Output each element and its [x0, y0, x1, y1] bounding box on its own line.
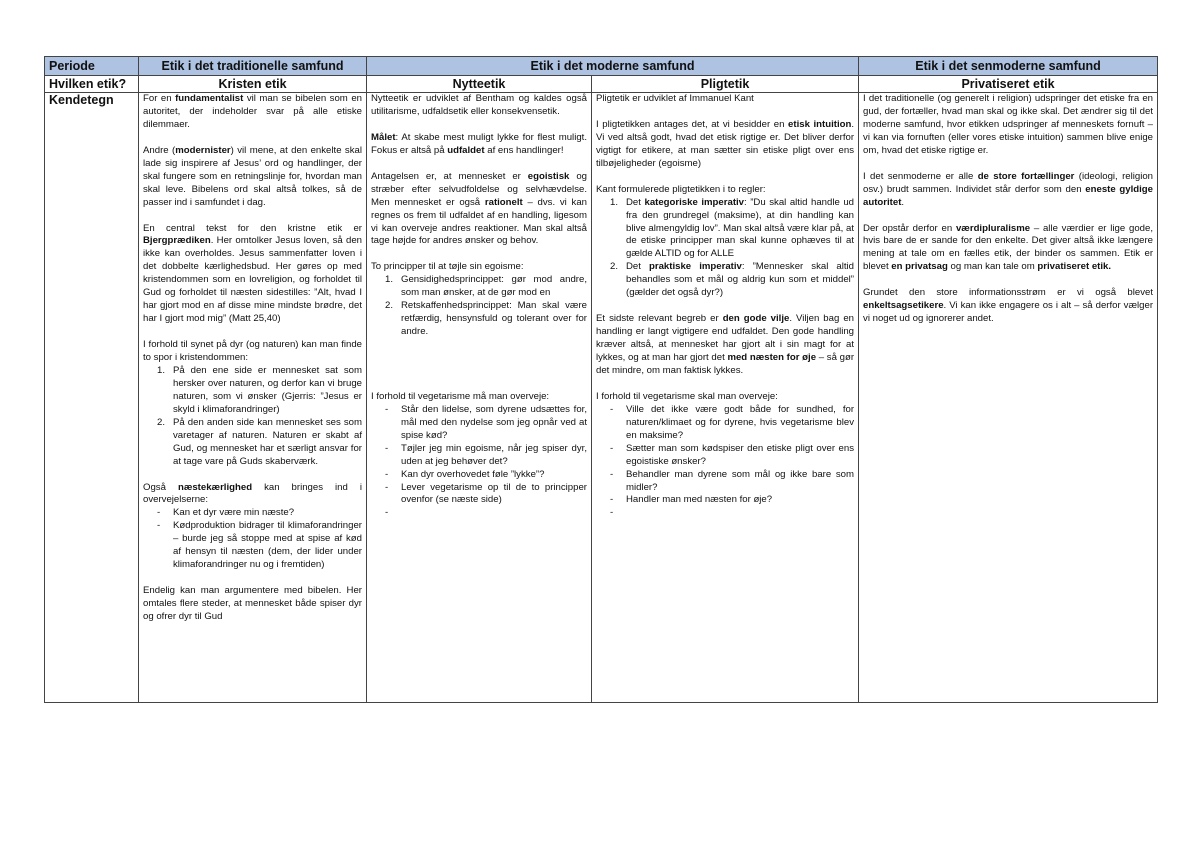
- header-periode: Periode: [45, 57, 139, 76]
- cell-utility-ethics: [367, 93, 592, 703]
- list-item: 1. Det kategoriske imperativ: ”Du skal altid handle ud fra den grundregel (maksime), at din handling kan blive almengyldig lov”. Man skal altså være klar på, at de etiske principper man skal kunne ophæves til at gælde ALTID og for ALLE: [610, 196, 855, 260]
- numbered-list: [143, 365, 362, 469]
- list-item: - Kødproduktion bidrager til klimaforandringer – burde jeg så stoppe med at spise af kød af hensyn til næsten (dem, der lider under klimaforandringer nu og i fremtiden): [157, 520, 362, 571]
- list-item: 1. På den ene side er mennesket sat som hersker over naturen, og derfor kan vi bruge naturen, som vi ønsker (Gjerris: ”Jesus er skyld i klimaforandringer): [157, 364, 362, 415]
- list-item: - Ville det ikke være godt både for sundhed, for naturen/klimaet og for dyrene, hvis vegetarisme blev en maksime?: [610, 403, 855, 441]
- header-traditional: Etik i det traditionelle samfund: [139, 57, 367, 76]
- header-utility-ethics: Nytteetik: [367, 76, 592, 93]
- paragraph: En central tekst for den kristne etik er Bjergprædiken. Her omtolker Jesus loven, så den ikke kan overholdes. Jesus sammenfatter loven i det dobbelte kærlighedsbud. Her gøres op med kristendommen som en lovreligion, og forholdet til Gud og forholdet til næsten sidestilles: ”Alt, hvad I har gjort mod en af disse mine mindste brødre, det har I gjort mod mig” (Matt 25,40): [143, 222, 362, 325]
- bullet-list: [143, 507, 362, 572]
- paragraph: Målet: At skabe mest muligt lykke for flest muligt. Fokus er altså på udfaldet af ens handlinger!: [371, 131, 587, 156]
- header-privatized-ethics: Privatiseret etik: [859, 76, 1158, 93]
- paragraph: I det traditionelle (og generelt i religion) udspringer det etiske fra en gud, der fortæller, hvad man skal og ikke skal. Det ændrer sig til det moderne samfund, hvor etikken udspringer af menneskets fornuft – vi kan via fornuften (eller vores etiske intuition) sammen blive enige om, hvad det etiske rigtige er.: [863, 93, 1154, 156]
- list-item: - Står den lidelse, som dyrene udsættes for, mål med den nydelse som jeg opnår ved at spise kød?: [385, 403, 587, 441]
- paragraph: To principper til at tøjle sin egoisme:: [371, 261, 524, 273]
- list-item: 2. Retskaffenhedsprincippet: Man skal være retfærdig, hensynsfuld og tolerant over for andre.: [385, 300, 587, 338]
- header-modern: Etik i det moderne samfund: [367, 57, 859, 76]
- header-christian-ethics: Kristen etik: [139, 76, 367, 93]
- paragraph: Andre (modernister) vil mene, at den enkelte skal lade sig inspirere af Jesus’ ord og handlinger, der skal fungere som en retningslinje for, hvordan man skal leve. Bibelens ord skal altså tolkes, så de passer ind i samfundet i dag.: [143, 144, 362, 208]
- list-item: 1. Gensidighedsprincippet: gør mod andre, som man ønsker, at de gør mod en: [385, 274, 587, 299]
- list-item: -: [385, 507, 389, 519]
- header-duty-ethics: Pligtetik: [592, 76, 859, 93]
- bullet-list: [371, 404, 587, 521]
- cell-duty-ethics: [592, 93, 859, 703]
- paragraph: Et sidste relevant begreb er den gode vilje. Viljen bag en handling er langt vigtigere end udfaldet. Den gode handling kræver altså, at mennesket har gjort alt i sin magt for at lykkes, og at man har gjort det med næsten for øje – så gør det mindre, om man faktisk lykkes.: [596, 313, 855, 376]
- paragraph: Endelig kan man argumentere med bibelen. Her omtales flere steder, at mennesket både spiser dyr og ofrer dyr til Gud: [143, 585, 362, 623]
- list-item: - Sætter man som kødspiser den etiske pligt over ens egoistiske ønsker?: [610, 442, 855, 467]
- paragraph: Kant formulerede pligtetikken i to regler:: [596, 183, 766, 195]
- numbered-list: [371, 274, 587, 339]
- header-row-period: [45, 57, 1158, 76]
- list-item: 2. Det praktiske imperativ: ”Mennesker skal altid behandles som et mål og aldrig kun som et middel” (gælder det også dyr?): [610, 261, 855, 299]
- paragraph: Nytteetik er udviklet af Bentham og kaldes også utilitarisme, udfaldsetik eller konsekvensetik.: [371, 93, 587, 117]
- list-item: - Tøjler jeg min egoisme, når jeg spiser dyr, uden at jeg behøver det?: [385, 442, 587, 467]
- content-row: [45, 93, 1158, 703]
- paragraph: I forhold til vegetarisme skal man overveje:: [596, 390, 778, 402]
- row-label-kendetegn: Kendetegn: [45, 93, 139, 703]
- list-item: - Kan et dyr være min næste?: [157, 507, 295, 519]
- paragraph: Pligtetik er udviklet af Immanuel Kant: [596, 93, 754, 104]
- header-latemodern: Etik i det senmoderne samfund: [859, 57, 1158, 76]
- paragraph: I forhold til vegetarisme må man overveje:: [371, 390, 550, 402]
- cell-christian-ethics: [139, 93, 367, 703]
- paragraph: Også næstekærlighed kan bringes ind i overvejelserne:: [143, 481, 362, 506]
- list-item: - Behandler man dyrene som mål og ikke bare som midler?: [610, 468, 855, 493]
- paragraph: Antagelsen er, at mennesket er egoistisk og stræber efter selvudfoldelse og selvhævdelse. Men mennesket er også rationelt – dvs. vi kan regnes os frem til udfaldet af en handling, ligesom vi kan overveje andres reaktioner. Man skal altså tage højde for andres ønsker og behov.: [371, 170, 587, 247]
- numbered-list: [596, 197, 854, 301]
- paragraph: For en fundamentalist vil man se bibelen som en autoritet, der indeholder svar på alle etiske dilemmaer.: [143, 93, 362, 130]
- header-which-ethics: Hvilken etik?: [45, 76, 139, 93]
- ethics-table: [44, 56, 1158, 703]
- paragraph: I det senmoderne er alle de store fortællinger (ideologi, religion osv.) brudt sammen. Individet står derfor som den eneste gyldige autoritet.: [863, 170, 1154, 208]
- paragraph: Der opstår derfor en værdipluralisme – alle værdier er lige gode, hvis bare de er sande for den enkelte. Det giver altså ikke længere mening at tale om en fælles etik, der binder os sammen. Etik er blevet en privatsag og man kan tale om privatiseret etik.: [863, 222, 1154, 273]
- list-item: -: [610, 507, 614, 519]
- list-item: - Handler man med næsten for øje?: [610, 494, 773, 506]
- paragraph: I pligtetikken antages det, at vi besidder en etisk intuition. Vi ved altså godt, hvad det etisk rigtige er. Det bliver derfor vigtigt for etikere, at man sætter sin etiske pligt over ens tilbøjeligheder (egoisme): [596, 118, 855, 169]
- header-row-ethics: [45, 76, 1158, 93]
- list-item: - Kan dyr overhovedet føle ”lykke”?: [385, 468, 545, 480]
- list-item: 2. På den anden side kan mennesket ses som varetager af naturen. Naturen er skabt af Gud, og mennesket har et særligt ansvar for at tage vare på Guds skaberværk.: [157, 416, 362, 467]
- cell-privatized-ethics: [859, 93, 1158, 703]
- paragraph: I forhold til synet på dyr (og naturen) kan man finde to spor i kristendommen:: [143, 339, 362, 364]
- paragraph: Grundet den store informationsstrøm er vi også blevet enkeltsagsetikere. Vi kan ikke engagere os i alt – så derfor vælger vi noget ud og ignorerer andet.: [863, 287, 1154, 325]
- bullet-list: [596, 404, 854, 521]
- list-item: - Lever vegetarisme op til de to principper ovenfor (se næste side): [385, 481, 587, 506]
